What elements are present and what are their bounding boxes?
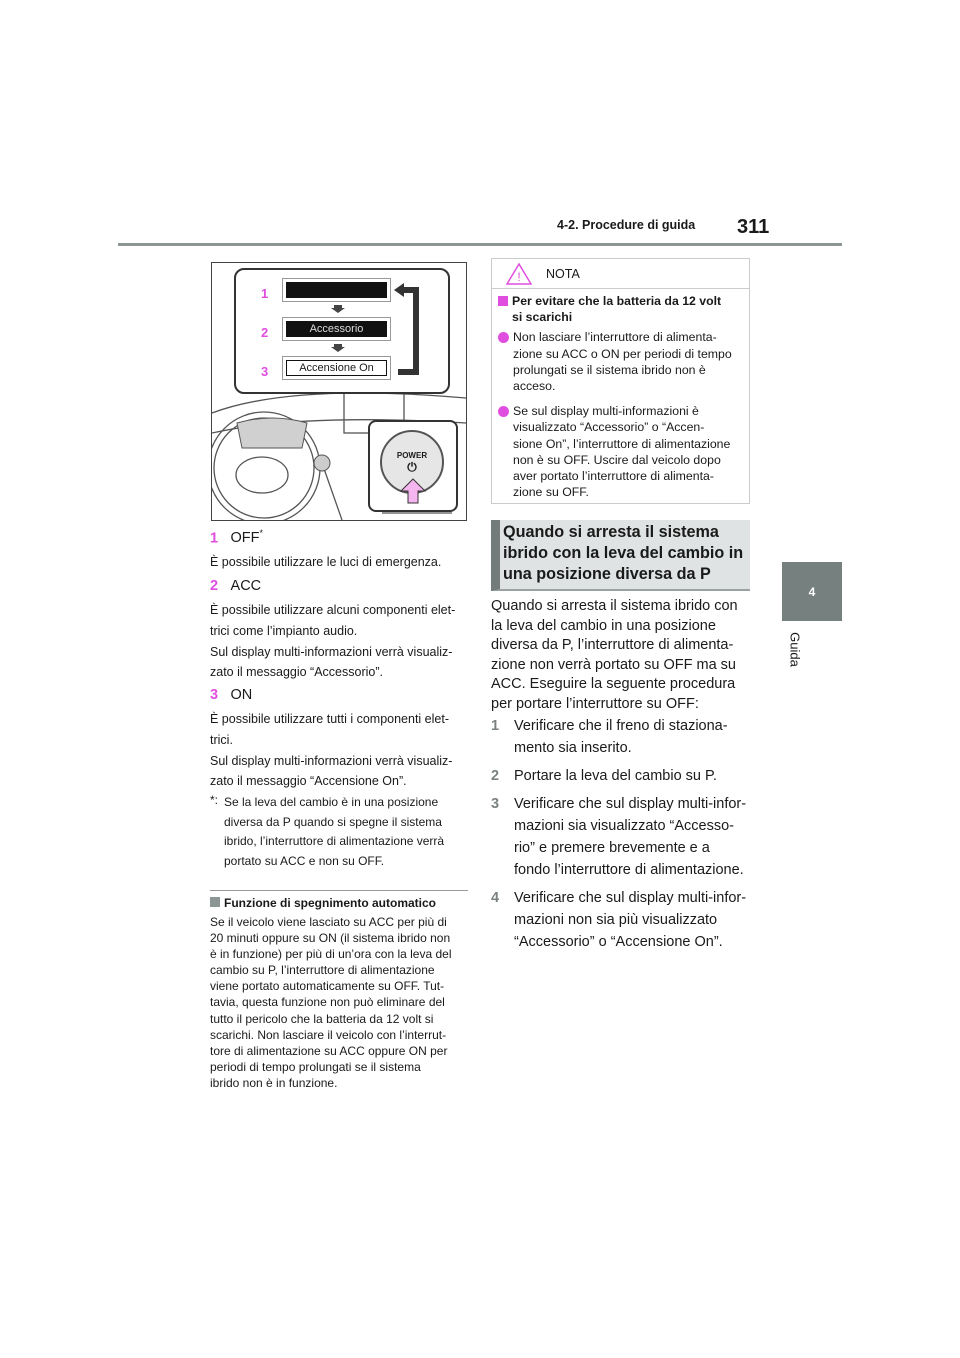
item-title: ON [230,687,253,703]
display-label-2: 2 [261,325,269,340]
cycle-arrow-icon [394,280,424,380]
item-number: 1 [210,530,219,547]
step-number: 4 [491,890,500,906]
footnote-marker: *: [210,793,219,807]
square-bullet-icon [210,897,220,907]
power-switch-illustration [211,262,467,521]
page-number: 311 [737,216,770,238]
step-text: Verificare che sul display multi-infor- mazioni sia visualizzato “Accesso- rio” e premere brevemente e a fondo l’interruttore di alimentazione. [514,796,747,878]
item-acc [210,577,261,595]
section-header: 4-2. Procedure di guida [557,218,696,232]
bullet-icon [498,406,509,417]
item-acc-desc: È possibile utilizzare alcuni componenti elet- trici come l’impianto audio. Sul display multi-informazioni verrà visualiz- zato il messaggio “Accessorio”. [210,603,456,680]
display-label-1: 1 [261,286,269,301]
step-text: Portare la leva del cambio su P. [514,768,717,784]
power-icon: ⏻ [407,460,417,474]
chapter-label: Guida [787,632,803,667]
section-heading: Quando si arresta il sistema ibrido con la leva del cambio in una posizione diversa da P [491,520,750,591]
item-on-desc: È possibile utilizzare tutti i componenti elet- trici. Sul display multi-informazioni verrà visualiz- zato il messaggio “Accensione On”. [210,712,453,789]
step-number: 2 [491,768,500,784]
divider [210,890,468,891]
display-accessorio: Accessorio [286,321,387,337]
item-title: ACC [230,578,262,594]
procedure-step [491,887,761,953]
item-off [210,528,263,547]
item-number: 3 [210,687,219,703]
procedure-step [491,793,761,881]
step-text: Verificare che sul display multi-infor- mazioni non sia più visualizzato “Accessorio” o “Accensione On”. [514,890,747,950]
item-number: 2 [210,578,219,594]
power-button-callout [368,420,458,512]
display-accensione-on: Accensione On [286,360,387,376]
note-box [491,258,750,504]
svg-text:!: ! [517,269,521,284]
chapter-number: 4 [808,584,816,599]
warning-icon [506,263,532,285]
chapter-tab[interactable] [782,562,842,621]
note-subtitle: Per evitare che la batteria da 12 volt si scarichi [512,294,722,325]
step-text: Verificare che il freno di staziona- mento sia inserito. [514,718,728,756]
footnote-text: Se la leva del cambio è in una posizione diversa da P quando si spegne il sistema ibrido, l’interruttore di alimentazione verrà portato su ACC e non su OFF. [224,795,445,868]
display-off [286,282,387,298]
item-title: OFF [230,530,260,547]
bullet-icon [498,332,509,343]
step-number: 1 [491,718,500,734]
procedure-step [491,715,761,759]
note-bullet: Se sul display multi-informazioni è visualizzato “Accessorio” o “Accen- sione On”, l’interruttore di alimentazione non è su OFF. Uscire dal veicolo dopo aver portato l’interruttore di alimenta- zione su OFF. [513,404,731,500]
press-arrow-icon [400,478,426,504]
footnote-mark: * [259,528,264,538]
square-bullet-icon [498,296,508,306]
header-rule [118,243,842,246]
step-number: 3 [491,796,500,812]
auto-off-heading [210,896,436,910]
note-title: NOTA [546,266,580,281]
power-label: POWER [396,451,428,460]
procedure-step [491,765,761,787]
display-label-3: 3 [261,364,269,379]
item-off-desc: È possibile utilizzare le luci di emergenza. [210,555,442,569]
auto-off-title: Funzione di spegnimento automatico [224,896,437,910]
auto-off-text: Se il veicolo viene lasciato su ACC per più di 20 minuti oppure su ON (il sistema ibrido non è in funzione) per più di un’ora con la leva del cambio su P, l’interruttore di alimentazione viene portato automaticamente su OFF. Tut- tavia, questa funzione non può eliminare del tutto il pericolo che la batteria da 12 volt si scarichi. Non lasciare il veicolo con l’interrut- tore di alimentazione su ACC oppure ON per periodi di tempo prolungati se il sistema ibrido non è in funzione. [210,915,452,1090]
display-callout [234,268,450,394]
down-arrow-icons [331,303,345,393]
section-intro: Quando si arresta il sistema ibrido con la leva del cambio in una posizione diversa da P, l’interruttore di alimenta- zione non verrà portato su OFF ma su ACC. Eseguire la seguente procedura per portare l’interruttore su OFF: [491,598,738,712]
item-on [210,686,252,704]
procedure-steps [491,715,761,953]
note-bullet: Non lasciare l’interruttore di alimenta- zione su ACC o ON per periodi di tempo prolungati se il sistema ibrido non è acceso. [513,330,732,394]
